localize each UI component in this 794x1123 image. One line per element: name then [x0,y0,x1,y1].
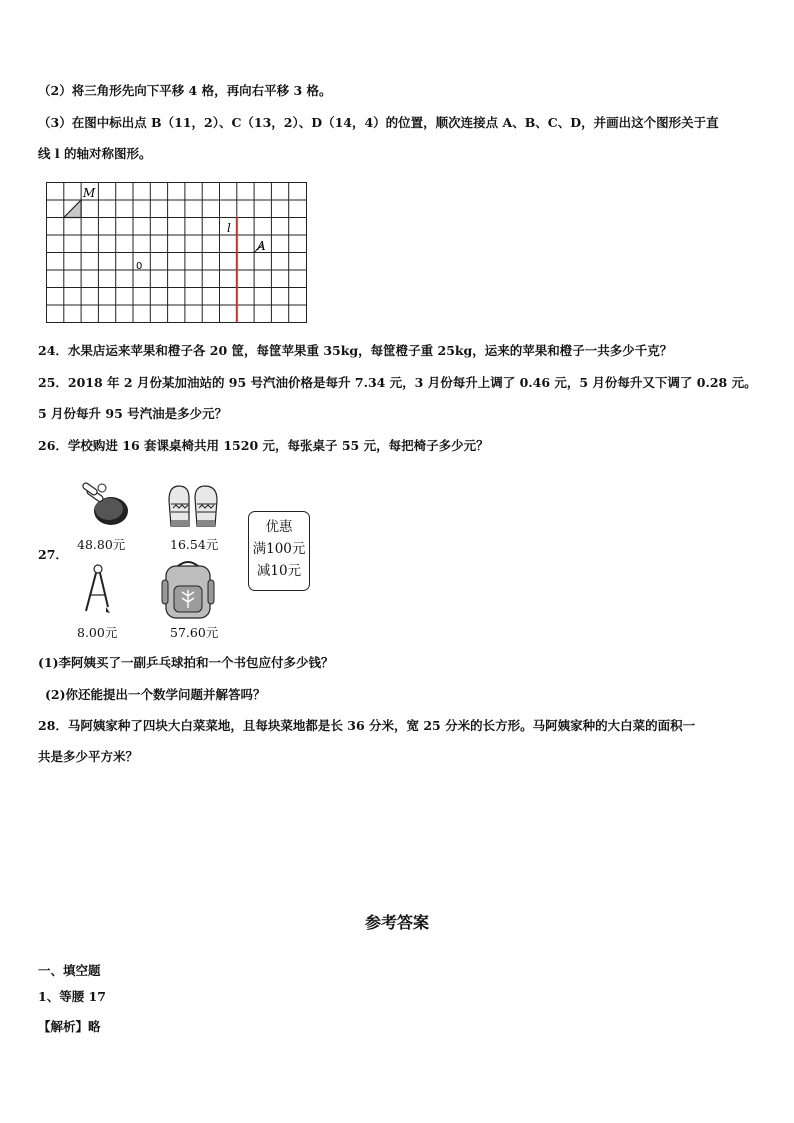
answers-title: 参考答案 [364,913,429,932]
compass-price: 8.00元 [77,625,118,640]
gloves-price: 16.54元 [170,537,219,552]
q23-part3-line2: 线 l 的轴对称图形。 [38,146,152,161]
answer-1: 1、等腰 17 [38,989,106,1004]
grid-lines [47,183,307,323]
q28-line2: 共是多少平方米？ [38,749,139,764]
label-m: M [83,186,96,200]
label-o: 0 [136,261,143,272]
backpack-icon [160,558,216,620]
q24: 24．水果店运来苹果和橙子各 20 筐，每筐苹果重 35kg，每筐橙子重 25kg，运来的苹果和橙子一共多少千克？ [38,343,673,358]
coordinate-grid [46,182,308,327]
promo-title: 优惠 [265,519,293,535]
q25-line1: 25．2018 年 2 月份某加油站的 95 号汽油价格是每升 7.34 元，3 月份每升上调了 0.46 元，5 月份每升又下调了 0.28 元。 [38,375,757,390]
q23-part3-line1: （3）在图中标出点 B（11，2）、C（13，2）、D（14，4）的位置，顺次连接点 A、B、C、D，并画出这个图形关于直 [38,115,719,130]
triangle-shape [64,200,81,218]
answers-section-heading: 一、填空题 [38,963,101,978]
backpack-price: 57.60元 [170,625,219,640]
grid-svg [46,182,308,324]
ping-pong-racket-icon [78,482,132,528]
promo-box [248,511,310,591]
q27-part2: (2)你还能提出一个数学问题并解答吗？ [45,687,266,702]
q28-line1: 28．马阿姨家种了四块大白菜菜地，且每块菜地都是长 36 分米，宽 25 分米的长方形。马阿姨家种的大白菜的面积一 [38,718,696,733]
label-a: A [257,239,266,253]
q26: 26．学校购进 16 套课桌椅共用 1520 元，每张桌子 55 元，每把椅子多少元？ [38,438,489,453]
racket-price: 48.80元 [77,537,126,552]
q25-line2: 5 月份每升 95 号汽油是多少元？ [38,406,228,421]
q27-number: 27． [38,547,68,562]
compass-icon [80,563,114,615]
promo-condition: 满100元 [252,541,306,557]
answer-1-analysis: 【解析】略 [38,1019,101,1034]
gloves-icon [165,482,221,532]
label-l: l [227,221,231,235]
q23-part2: （2）将三角形先向下平移 4 格，再向右平移 3 格。 [38,83,332,98]
promo-discount: 减10元 [256,563,302,579]
q27-part1: (1)李阿姨买了一副乒乓球拍和一个书包应付多少钱？ [38,655,334,670]
